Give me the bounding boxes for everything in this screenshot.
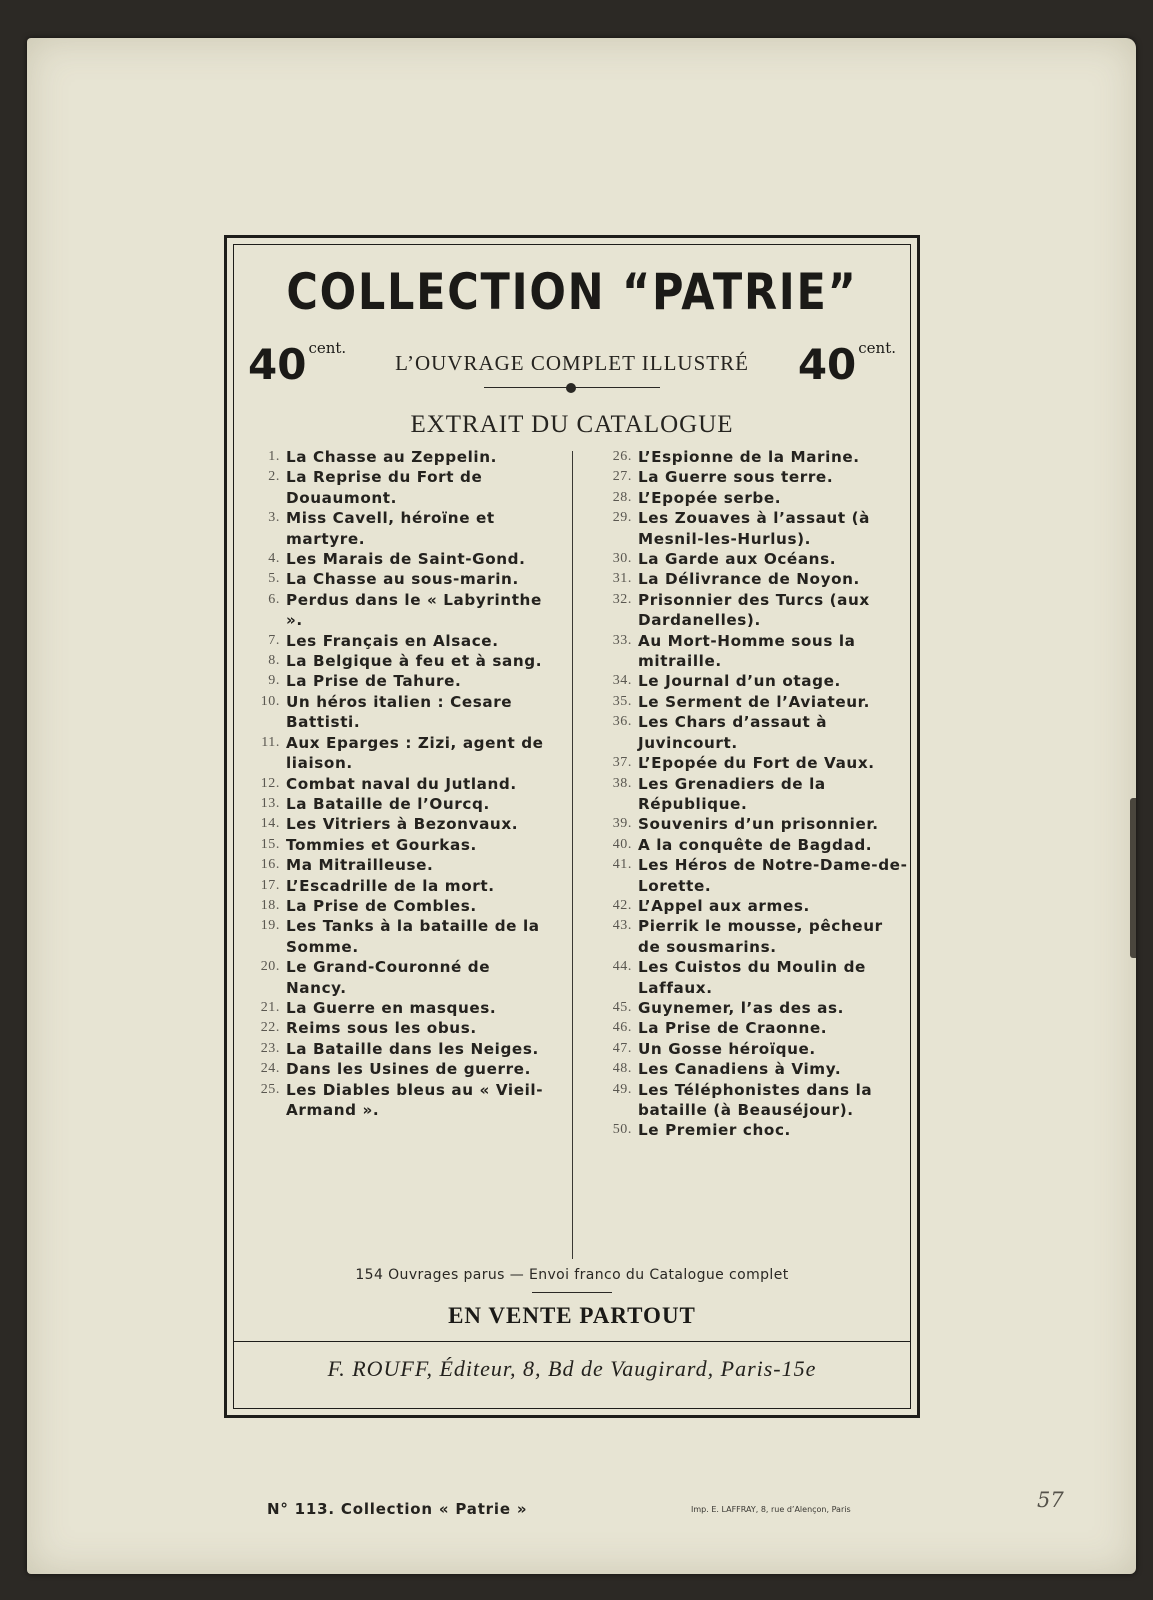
catalogue-item-number: 7.: [268, 632, 280, 648]
column-divider: [572, 451, 573, 1259]
catalogue-item-number: 9.: [268, 673, 280, 689]
catalogue-item-title: A la conquête de Bagdad.: [638, 835, 873, 854]
catalogue-item-title: Guynemer, l’as des as.: [638, 998, 845, 1017]
catalogue-item-title: Aux Eparges : Zizi, agent de liaison.: [286, 733, 544, 773]
catalogue-item: [598, 508, 908, 549]
catalogue-item-number: 47.: [612, 1040, 632, 1056]
catalogue-item-title: Reims sous les obus.: [286, 1019, 477, 1038]
price-left-unit: cent.: [308, 339, 347, 357]
catalogue-item: [598, 855, 908, 896]
catalogue-item-number: 35.: [612, 693, 632, 709]
catalogue-item-number: 1.: [268, 449, 280, 464]
catalogue-item-number: 42.: [612, 897, 632, 913]
catalogue-item-title: Les Diables bleus au « Vieil-Armand ».: [286, 1080, 544, 1119]
catalogue-item: [598, 1018, 908, 1038]
collection-title: COLLECTION “PATRIE”: [286, 263, 858, 321]
catalogue-item: [246, 733, 556, 774]
catalogue-item: [598, 631, 908, 672]
catalogue-item-title: Les Grenadiers de la République.: [638, 774, 826, 813]
catalogue-item: [246, 671, 556, 691]
catalogue-item-title: Les Cuistos du Moulin de Laffaux.: [638, 958, 866, 997]
page-number: 57: [1037, 1488, 1064, 1512]
catalogue-item-title: L’Escadrille de la mort.: [286, 876, 495, 895]
catalogue-item: [246, 1018, 556, 1038]
publisher-rule: [234, 1341, 910, 1342]
catalogue-item: [598, 1080, 908, 1121]
catalogue-item-number: 30.: [612, 551, 632, 567]
catalogue-item-number: 27.: [612, 469, 632, 485]
catalogue-item-number: 48.: [612, 1061, 632, 1077]
subtitle: L’OUVRAGE COMPLET ILLUSTRÉ: [395, 351, 749, 375]
back-cover-page: [27, 38, 1136, 1574]
catalogue-item-number: 21.: [260, 999, 280, 1015]
catalogue-item: [246, 569, 556, 589]
catalogue-item: [246, 814, 556, 834]
catalogue-item: [246, 692, 556, 733]
catalogue-item: [598, 447, 908, 467]
catalogue-item: [246, 774, 556, 794]
catalogue-item-title: La Bataille dans les Neiges.: [286, 1039, 539, 1058]
catalogue-item-number: 44.: [612, 959, 632, 975]
catalogue-item-number: 33.: [612, 632, 632, 648]
catalogue-item-number: 43.: [612, 918, 632, 934]
catalogue-item-title: Les Marais de Saint-Gond.: [286, 550, 526, 569]
catalogue-item-number: 12.: [260, 775, 280, 791]
catalogue-item: [246, 835, 556, 855]
catalogue-item: [598, 774, 908, 815]
catalogue-item-number: 40.: [612, 836, 632, 852]
catalogue-item: [246, 508, 556, 549]
catalogue-item-title: Combat naval du Jutland.: [286, 774, 517, 793]
catalogue-item-number: 26.: [612, 449, 632, 464]
spine-binding: [1130, 798, 1136, 958]
catalogue-item: [246, 1059, 556, 1079]
catalogue-item-title: Les Canadiens à Vimy.: [638, 1060, 842, 1079]
catalogue-item-number: 39.: [612, 816, 632, 832]
catalogue-item: [598, 814, 908, 834]
catalogue-item-title: Le Grand-Couronné de Nancy.: [286, 958, 491, 997]
price-right-value: 40: [797, 340, 857, 389]
catalogue-item-title: La Délivrance de Noyon.: [638, 570, 860, 589]
catalogue-item-title: Les Français en Alsace.: [286, 631, 499, 650]
catalogue-item-title: Prisonnier des Turcs (aux Dardanelles).: [638, 590, 870, 630]
catalogue-item-number: 37.: [612, 755, 632, 771]
catalogue-item: [598, 569, 908, 589]
catalogue-item: [598, 467, 908, 487]
catalogue-item-number: 31.: [612, 571, 632, 587]
catalogue-item-number: 29.: [612, 510, 632, 526]
catalogue-item: [246, 794, 556, 814]
catalogue-item-number: 14.: [260, 816, 280, 832]
catalogue-item-title: Ma Mitrailleuse.: [286, 856, 434, 875]
catalogue-item: [246, 631, 556, 651]
catalogue-item-number: 45.: [612, 999, 632, 1015]
catalogue-item: [246, 916, 556, 957]
catalogue-item-title: La Prise de Craonne.: [638, 1019, 828, 1038]
catalogue-item-title: La Guerre en masques.: [286, 998, 497, 1017]
catalogue-item-title: Le Serment de l’Aviateur.: [638, 692, 870, 711]
catalogue-item: [598, 671, 908, 691]
catalogue-item-number: 16.: [260, 857, 280, 873]
catalogue-item-title: La Prise de Combles.: [286, 896, 477, 915]
catalogue-item-title: Les Vitriers à Bezonvaux.: [286, 815, 519, 834]
catalogue-item: [598, 957, 908, 998]
catalogue-item: [246, 1080, 556, 1121]
ornament-dot-icon: [566, 383, 576, 393]
catalogue-item: [598, 712, 908, 753]
catalogue-list-left: [246, 447, 556, 1120]
catalogue-item: [598, 916, 908, 957]
catalogue-item-title: Les Téléphonistes dans la bataille (à Beauséjour).: [638, 1080, 873, 1119]
catalogue-item: [246, 998, 556, 1018]
catalogue-item: [598, 835, 908, 855]
catalogue-item-title: Les Héros de Notre-Dame-de-Lorette.: [638, 856, 908, 895]
catalogue-item-title: Un héros italien : Cesare Battisti.: [286, 692, 513, 732]
catalogue-item-number: 4.: [268, 551, 280, 567]
printer-label: Imp. E. LAFFRAY, 8, rue d’Alençon, Paris: [691, 1505, 851, 1514]
catalogue-item-title: La Chasse au Zeppelin.: [286, 448, 497, 466]
catalogue-item-number: 5.: [268, 571, 280, 587]
catalogue-item-number: 15.: [260, 836, 280, 852]
catalogue-item-number: 13.: [260, 795, 280, 811]
catalogue-item-number: 8.: [268, 653, 280, 669]
catalogue-item-number: 28.: [612, 489, 632, 505]
catalogue-item-number: 19.: [260, 918, 280, 934]
price-right-unit: cent.: [858, 339, 896, 357]
catalogue-item-title: Dans les Usines de guerre.: [286, 1060, 531, 1079]
catalogue-item-title: Un Gosse héroïque.: [638, 1039, 816, 1058]
catalogue-item-title: Tommies et Gourkas.: [286, 835, 477, 854]
catalogue-item-title: La Guerre sous terre.: [638, 468, 834, 487]
catalogue-item-title: Au Mort-Homme sous la mitraille.: [638, 631, 856, 671]
catalogue-item-title: Le Premier choc.: [638, 1121, 791, 1140]
catalogue-item-number: 11.: [261, 734, 280, 750]
catalogue-item-title: La Bataille de l’Ourcq.: [286, 794, 490, 813]
catalogue-item: [598, 590, 908, 631]
catalogue-item-title: L’Epopée serbe.: [638, 488, 782, 507]
catalogue-item: [246, 447, 556, 467]
catalogue-item-number: 10.: [260, 693, 280, 709]
catalogue-item-title: L’Espionne de la Marine.: [638, 448, 860, 466]
catalogue-item-number: 36.: [612, 714, 632, 730]
catalogue-item-title: Pierrik le mousse, pêcheur de sousmarins.: [638, 917, 883, 956]
catalogue-item-number: 6.: [268, 591, 280, 607]
catalogue-item: [246, 651, 556, 671]
catalogue-item-number: 38.: [612, 775, 632, 791]
catalogue-item-number: 34.: [612, 673, 632, 689]
catalogue-item-number: 41.: [612, 857, 632, 873]
catalogue-item-number: 20.: [260, 959, 280, 975]
catalogue-title: EXTRAIT DU CATALOGUE: [410, 411, 734, 438]
catalogue-item: [246, 467, 556, 508]
price-right: [798, 339, 896, 389]
catalogue-inner-border: [233, 244, 911, 1409]
catalogue-item: [598, 1039, 908, 1059]
catalogue-list-right: [598, 447, 908, 1141]
catalogue-item: [598, 1059, 908, 1079]
catalogue-item-number: 17.: [260, 877, 280, 893]
catalogue-item-title: Miss Cavell, héroïne et martyre.: [286, 509, 495, 548]
works-count-line: 154 Ouvrages parus — Envoi franco du Catalogue complet: [355, 1267, 789, 1283]
catalogue-item: [598, 549, 908, 569]
catalogue-item-title: L’Appel aux armes.: [638, 896, 810, 915]
catalogue-item: [246, 855, 556, 875]
catalogue-item: [598, 896, 908, 916]
catalogue-item-number: 46.: [612, 1020, 632, 1036]
catalogue-item-number: 24.: [260, 1061, 280, 1077]
catalogue-item-title: La Chasse au sous-marin.: [286, 570, 519, 589]
catalogue-item-title: La Prise de Tahure.: [286, 672, 462, 691]
catalogue-item: [598, 488, 908, 508]
catalogue-item: [598, 998, 908, 1018]
catalogue-item-title: La Reprise du Fort de Douaumont.: [286, 468, 483, 507]
catalogue-item-title: Les Zouaves à l’assaut (à Mesnil-les-Hurlus).: [638, 509, 870, 548]
catalogue-item-title: La Garde aux Océans.: [638, 550, 837, 569]
catalogue-item-number: 18.: [260, 897, 280, 913]
catalogue-item: [598, 753, 908, 773]
issue-label: N° 113. Collection « Patrie »: [267, 1500, 528, 1518]
catalogue-item-number: 2.: [268, 469, 280, 485]
publisher-line: F. ROUFF, Éditeur, 8, Bd de Vaugirard, Paris-15e: [327, 1356, 817, 1381]
catalogue-item-title: L’Epopée du Fort de Vaux.: [638, 754, 875, 773]
catalogue-item-number: 50.: [612, 1122, 632, 1138]
catalogue-item-title: Perdus dans le « Labyrinthe ».: [286, 590, 542, 630]
catalogue-item-title: La Belgique à feu et à sang.: [286, 652, 543, 671]
catalogue-item: [246, 549, 556, 569]
catalogue-item-number: 23.: [260, 1040, 280, 1056]
catalogue-item: [246, 896, 556, 916]
catalogue-item: [598, 1120, 908, 1140]
catalogue-item-title: Les Tanks à la bataille de la Somme.: [286, 917, 540, 956]
catalogue-item: [246, 957, 556, 998]
catalogue-item-number: 3.: [268, 510, 280, 526]
catalogue-item-title: Le Journal d’un otage.: [638, 672, 841, 691]
short-rule: [532, 1292, 612, 1293]
catalogue-item-title: Souvenirs d’un prisonnier.: [638, 815, 879, 834]
catalogue-item-number: 25.: [260, 1081, 280, 1097]
catalogue-item: [246, 590, 556, 631]
price-left-value: 40: [248, 340, 307, 389]
ornament-divider: [484, 383, 660, 393]
sale-line: EN VENTE PARTOUT: [448, 1303, 696, 1328]
catalogue-item-number: 32.: [612, 591, 632, 607]
catalogue-item: [246, 876, 556, 896]
catalogue-frame: [224, 235, 920, 1418]
catalogue-item-number: 22.: [260, 1020, 280, 1036]
catalogue-item: [598, 692, 908, 712]
catalogue-item-number: 49.: [612, 1081, 632, 1097]
catalogue-item: [246, 1039, 556, 1059]
catalogue-item-title: Les Chars d’assaut à Juvincourt.: [638, 713, 828, 752]
